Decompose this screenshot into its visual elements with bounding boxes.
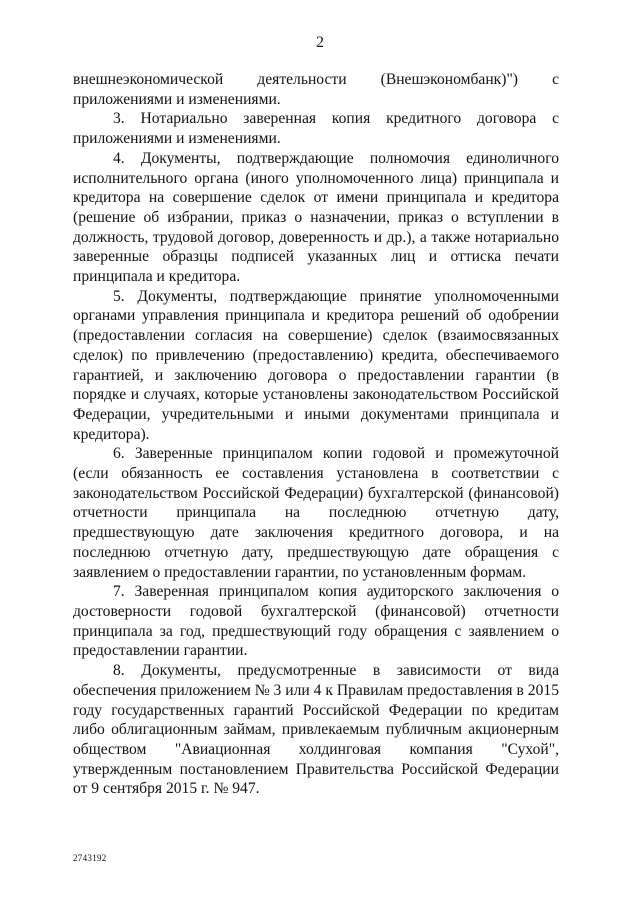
paragraph-item-5: 5. Документы, подтверждающие принятие уполномоченными органами управления принципала и кредитора решений об одобрении (предоставлении согласия на совершение) сделок (взаимосвязанных сделок) по привлечению (предоставлению) кредита, обеспечиваемого гарантией, и заключению договора о предоставлении гарантии (в порядке и случаях, которые установлены законодательством Российской Федерации, учредительными и иными документами принципала и кредитора). (73, 287, 559, 443)
paragraph-item-6: 6. Заверенные принципалом копии годовой и промежуточной (если обязанность ее составления установлена в соответствии с законодательством Российской Федерации) бухгалтерской (финансовой) отчетности принципала на последнюю отчетную дату, предшествующую дате заключения кредитного договора, и на последнюю отчетную дату, предшествующую дате обращения с заявлением о предоставлении гарантии, по установленным формам. (73, 445, 559, 581)
paragraph-item-8: 8. Документы, предусмотренные в зависимости от вида обеспечения приложением № 3 или 4 к Правилам предоставления в 2015 году государственных гарантий Российской Федерации по кредитам либо облигационным займам, привлекаемым публичным акционерным обществом "Авиационная холдинговая компания "Сухой", утвержденным постановлением Правительства Российской Федерации от 9 сентября 2015 г. № 947. (73, 662, 559, 798)
document-code: 2743192 (73, 853, 107, 863)
paragraph-item-4: 4. Документы, подтверждающие полномочия единоличного исполнительного органа (иного уполномоченного лица) принципала и кредитора на совершение сделок от имени принципала и кредитора (решение об избрании, приказ о назначении, приказ о вступлении в должность, трудовой договор, доверенность и др.), а также нотариально заверенные образцы подписей указанных лиц и оттиска печати принципала и кредитора. (73, 149, 559, 286)
paragraph-item-7: 7. Заверенная принципалом копия аудиторского заключения о достоверности годовой бухгалтерской (финансовой) отчетности принципала за год, предшествующий году обращения с заявлением о предоставлении гарантии. (73, 583, 559, 660)
page-number: 2 (316, 34, 324, 51)
paragraph-continuation: внешнеэкономической деятельности (Внешэкономбанк)") с приложениями и изменениями. (73, 71, 559, 108)
paragraph-item-3: 3. Нотариально заверенная копия кредитного договора с приложениями и изменениями. (73, 110, 559, 148)
document-body (73, 70, 559, 799)
